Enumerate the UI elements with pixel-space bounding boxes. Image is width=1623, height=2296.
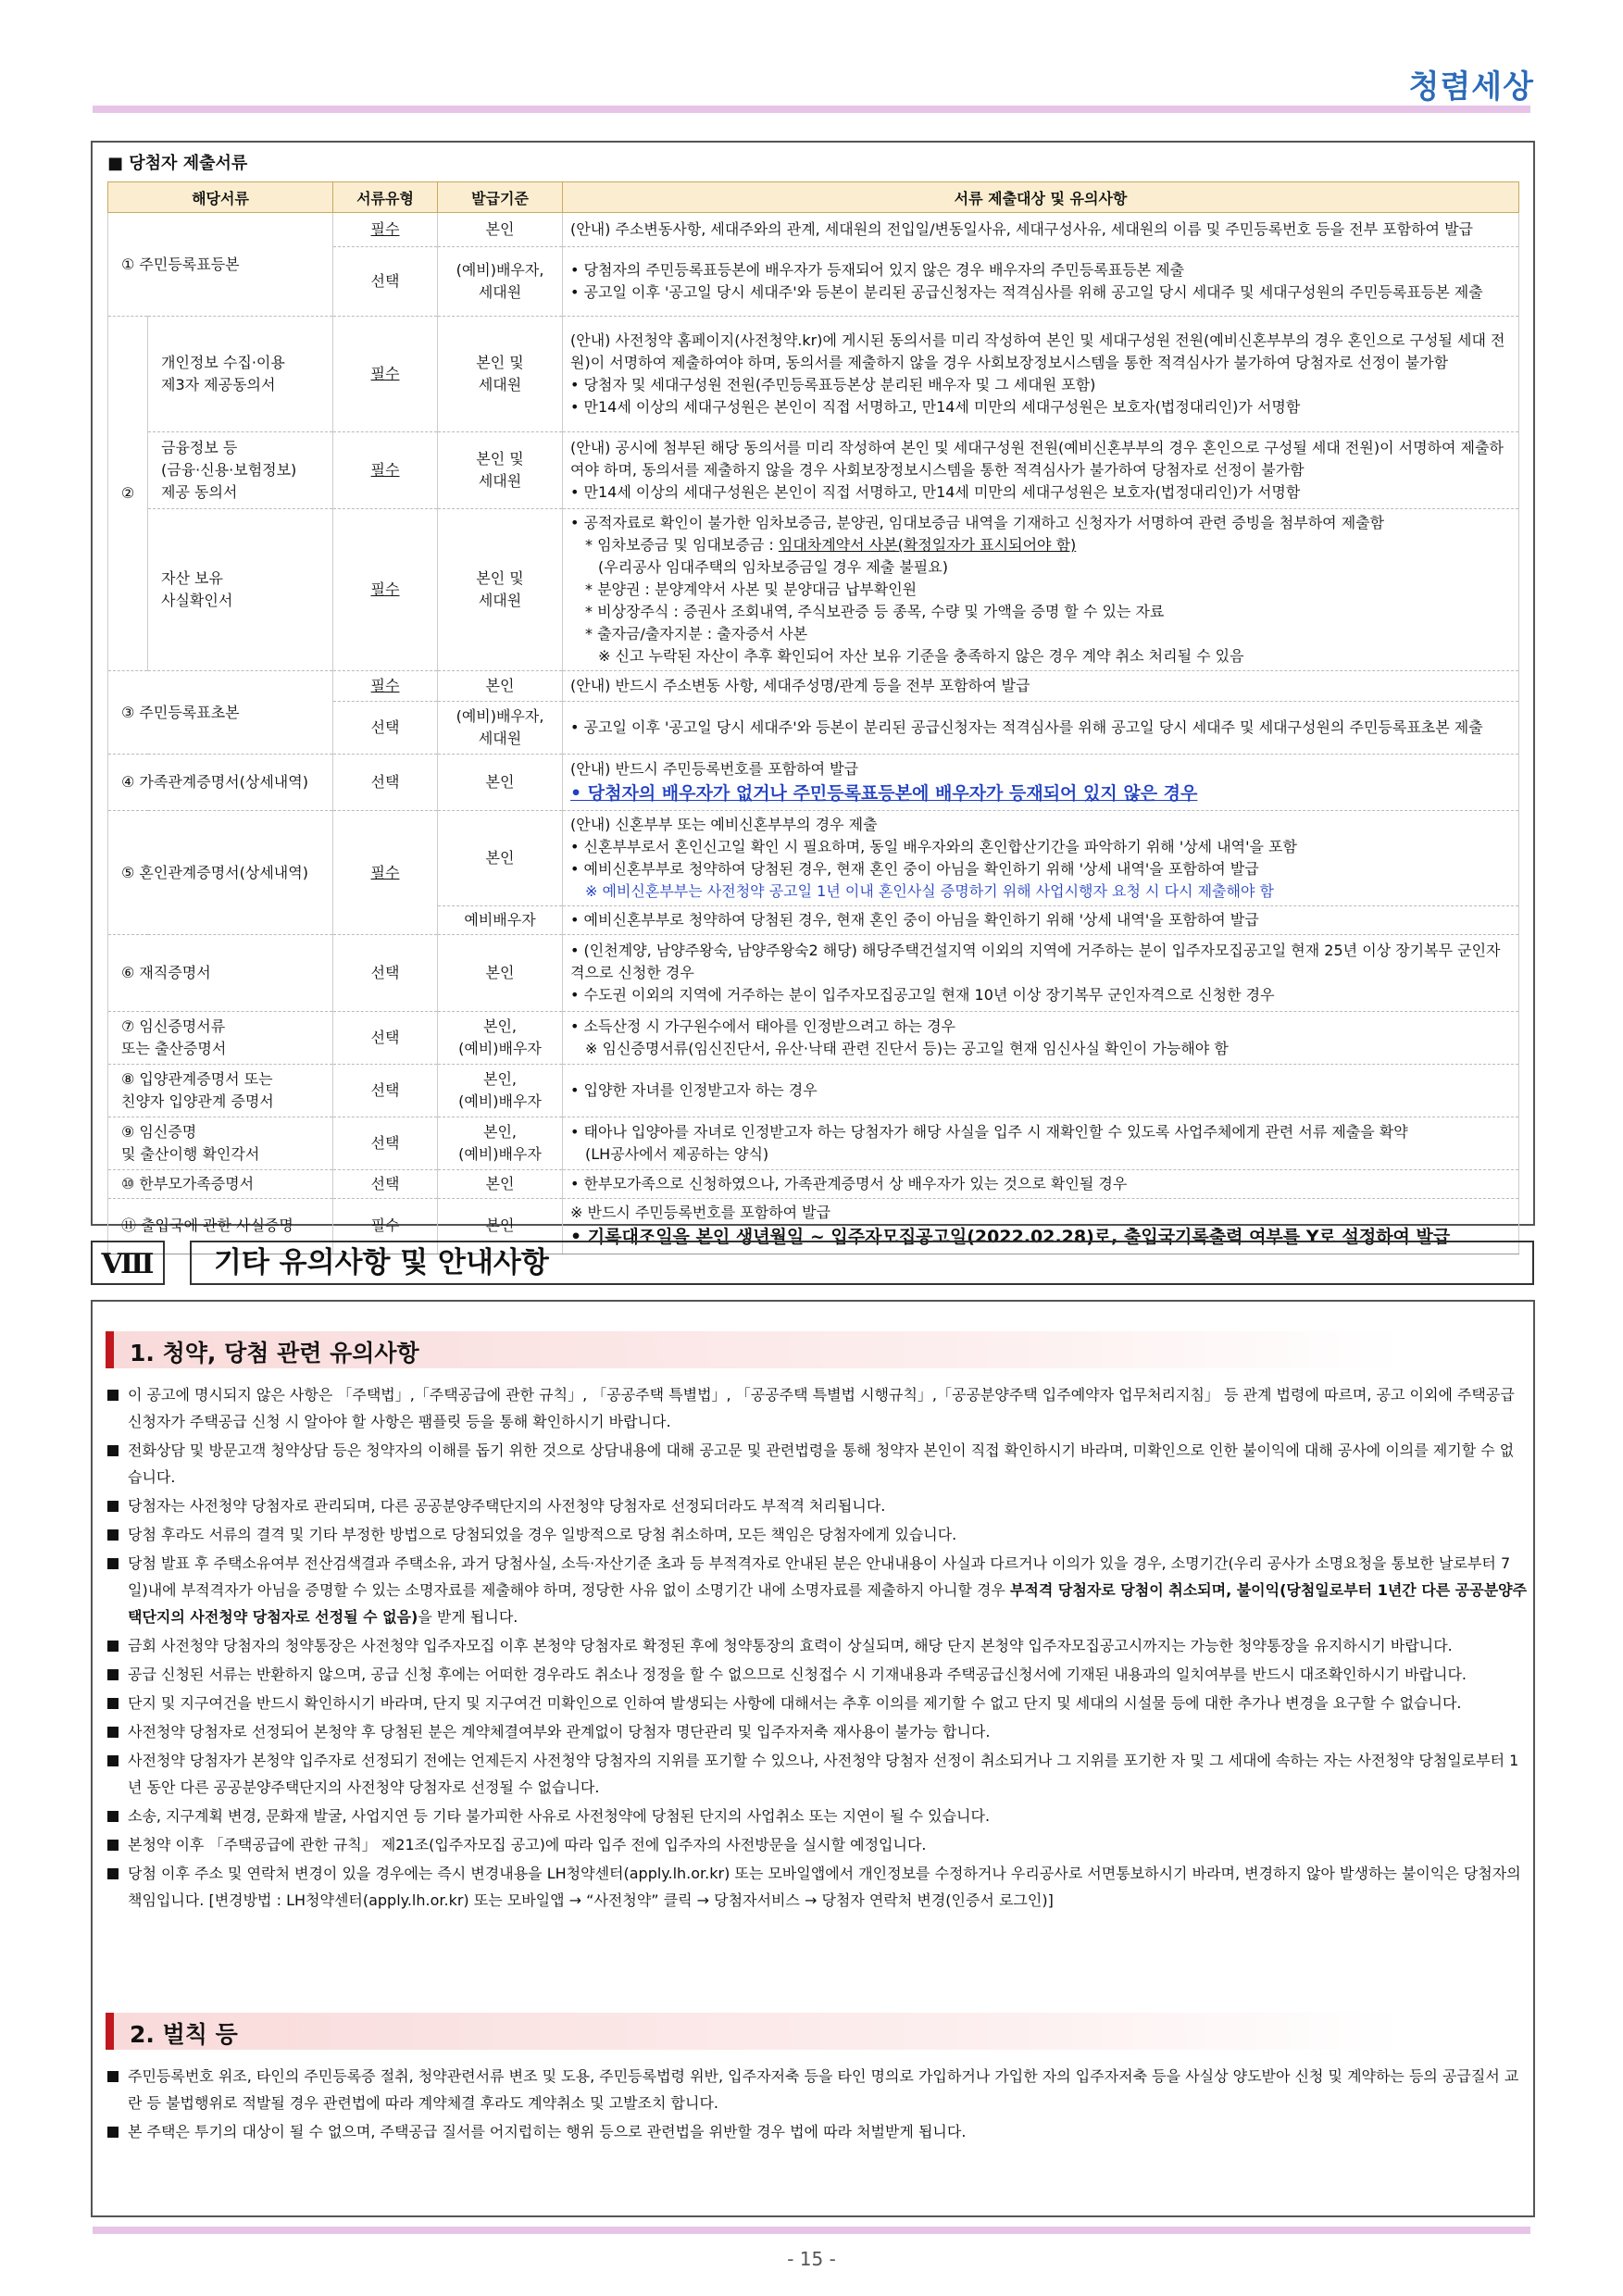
list-item: 단지 및 지구여건을 반드시 확인하시기 바라며, 단지 및 지구여건 미확인으로 인하여 발생되는 사항에 대해서는 추후 이의를 제기할 수 없고 단지 및 세대의 시설물 등에 대한 추가나 변경을 요구할 수 없습니다. — [102, 1690, 1528, 1716]
documents-title: ■ 당첨자 제출서류 — [107, 154, 248, 173]
desc-line: (안내) 반드시 주민등록번호를 포함하여 발급 — [570, 759, 859, 778]
header-cell: 발급기준 — [438, 182, 563, 213]
doc-name: ① 주민등록표등본 — [108, 213, 333, 317]
list-item: 이 공고에 명시되지 않은 사항은 「주택법」,「주택공급에 관한 규칙」, 「공공주택 특별법」, 「공공주택 특별법 시행규칙」,「공공분양주택 입주예약자 업무처리지침」 등 관계 법령에 따르며, 공고 이외에 주택공급 신청자가 주택공급 신청 시 알아야 할 사항은 팸플릿 등을 통해 확인하시기 바랍니다. — [102, 1381, 1528, 1435]
doc-desc: (안내) 반드시 주소변동 사항, 세대주성명/관계 등을 전부 포함하여 발급 — [563, 671, 1519, 702]
doc-basis: 본인 — [438, 1199, 563, 1254]
desc-line: • 수도권 이외의 지역에 거주하는 분이 입주자모집공고일 현재 10년 이상 장기복무 군인자격으로 신청한 경우 — [570, 986, 1275, 1004]
bullet-square-icon — [107, 1755, 119, 1766]
penalty-list — [102, 2063, 1528, 2147]
section-header — [91, 1241, 1535, 1289]
desc-line: • 예비신혼부부로 청약하여 당첨된 경우, 현재 혼인 중이 아님을 확인하기 위해 '상세 내역'을 포함하여 발급 — [570, 860, 1259, 878]
doc-type: 필수 — [333, 317, 438, 432]
doc-type: 선택 — [333, 755, 438, 811]
header-cell: 해당서류 — [108, 182, 333, 213]
doc-basis: 본인 및 세대원 — [438, 432, 563, 509]
bullet-square-icon — [107, 1641, 119, 1652]
doc-type: 필수 — [333, 432, 438, 509]
list-item: 주민등록번호 위조, 타인의 주민등록증 절취, 청약관련서류 변조 및 도용, 주민등록법령 위반, 입주자저축 등을 타인 명의로 가입하거나 가입한 자의 입주자저축 등을 사실상 양도받아 신청 및 계약하는 등의 공급질서 교란 등 불법행위로 적발될 경우 관련법에 따라 계약체결 후라도 계약취소 및 고발조치 합니다. — [102, 2063, 1528, 2116]
list-item: 사전청약 당첨자가 본청약 입주자로 선정되기 전에는 언제든지 사전청약 당첨자의 지위를 포기할 수 있으나, 사전청약 당첨자 선정이 취소되거나 그 지위를 포기한 자 및 그 세대에 속하는 자는 사전청약 당첨일로부터 1년 동안 다른 공공분양주택단지의 사전청약 당첨자로 선정될 수 없습니다. — [102, 1747, 1528, 1801]
table-row — [108, 1012, 1519, 1065]
table-header-row — [108, 182, 1519, 213]
doc-desc — [563, 1117, 1519, 1170]
desc-line: • 공고일 이후 '공고일 당시 세대주'와 등본이 분리된 공급신청자는 적격심사를 위해 공고일 당시 세대주 및 세대구성원의 주민등록표등본 제출 — [570, 283, 1483, 301]
table-row — [108, 671, 1519, 702]
bullet-square-icon — [107, 2127, 119, 2138]
bullet-square-icon — [107, 1445, 119, 1456]
doc-type: 선택 — [333, 935, 438, 1012]
bullet-square-icon — [107, 2071, 119, 2082]
doc-name: ⑩ 한부모가족증명서 — [108, 1170, 333, 1199]
list-item: 본청약 이후 「주택공급에 관한 규칙」 제21조(입주자모집 공고)에 따라 입주 전에 입주자의 사전방문을 실시할 예정입니다. — [102, 1831, 1528, 1858]
doc-name: ⑦ 임신증명서류 또는 출산증명서 — [108, 1012, 333, 1065]
doc-type: 선택 — [333, 1065, 438, 1117]
subsection-header — [106, 1331, 1402, 1368]
list-item: 본 주택은 투기의 대상이 될 수 없으며, 주택공급 질서를 어지럽히는 행위 등으로 관련법을 위반할 경우 법에 따라 처벌받게 됩니다. — [102, 2118, 1528, 2145]
table-row — [108, 213, 1519, 247]
list-item: 소송, 지구계획 변경, 문화재 발굴, 사업지연 등 기타 불가피한 사유로 사전청약에 당첨된 단지의 사업취소 또는 지연이 될 수 있습니다. — [102, 1803, 1528, 1829]
doc-basis: 본인, (예비)배우자 — [438, 1117, 563, 1170]
desc-highlight: • 기록대조일을 본인 생년월일 ~ 입주자모집공고일(2022.02.28)로, 출입국기록출력 여부를 Y로 설정하여 발급 — [570, 1227, 1451, 1247]
doc-name: 개인정보 수집·이용 제3자 제공동의서 — [148, 317, 333, 432]
doc-desc — [563, 509, 1519, 671]
list-item: 사전청약 당첨자로 선정되어 본청약 후 당첨된 분은 계약체결여부와 관계없이 당첨자 명단관리 및 입주자저축 재사용이 불가능 합니다. — [102, 1718, 1528, 1745]
desc-line: • 만14세 이상의 세대구성원은 본인이 직접 서명하고, 만14세 미만의 세대구성원은 보호자(법정대리인)가 서명함 — [570, 483, 1301, 501]
doc-desc — [563, 432, 1519, 509]
doc-name: ④ 가족관계증명서(상세내역) — [108, 755, 333, 811]
logo: 청렴세상 — [1408, 69, 1534, 106]
table-row — [108, 755, 1519, 811]
doc-basis: 본인 — [438, 755, 563, 811]
desc-line: • (인천계양, 남양주왕숙, 남양주왕숙2 해당) 해당주택건설지역 이외의 지역에 거주하는 분이 입주자모집공고일 현재 25년 이상 장기복무 군인자격으로 신청한 경우 — [570, 942, 1501, 981]
desc-line: (안내) 공시에 첨부된 해당 동의서를 미리 작성하여 본인 및 세대구성원 전원(예비신혼부부의 경우 혼인으로 구성될 세대 전원)이 서명하여 제출하여야 하며, 동의서를 제출하지 않을 경우 사회보장정보시스템을 통한 적격심사가 불가하여 당첨자로 선정이 불가함 — [570, 439, 1504, 479]
doc-type: 선택 — [333, 247, 438, 317]
list-item: 당첨 발표 후 주택소유여부 전산검색결과 주택소유, 과거 당첨사실, 소득·자산기준 초과 등 부적격자로 안내된 분은 안내내용이 사실과 다르거나 이의가 있을 경우, 소명기간(우리 공사가 소명요청을 통보한 날로부터 7일)내에 부적격자가 아님을 증명할 수 있는 소명자료를 제출해야 하며, 정당한 사유 없이 소명기간 내에 소명자료를 제출하지 아니할 경우 부적격 당첨자로 당첨이 취소되며, 불이익(당첨일로부터 1년간 다른 공공분양주택단지의 사전청약 당첨자로 선정될 수 없음)을 받게 됩니다. — [102, 1550, 1528, 1630]
doc-name: ③ 주민등록표초본 — [108, 671, 333, 755]
desc-line: (안내) 사전청약 홈페이지(사전청약.kr)에 게시된 동의서를 미리 작성하여 본인 및 세대구성원 전원(예비신혼부부의 경우 혼인으로 구성될 세대 전원)이 서명하여 제출하여야 하며, 동의서를 제출하지 않을 경우 사회보장정보시스템을 통한 적격심사가 불가하여 당첨자로 선정이 불가함 — [570, 331, 1505, 371]
table-row — [108, 1117, 1519, 1170]
desc-line: ※ 반드시 주민등록번호를 포함하여 발급 — [570, 1204, 831, 1221]
bullet-square-icon — [107, 1390, 119, 1401]
section-number: Ⅷ — [91, 1241, 165, 1285]
table-row — [108, 509, 1519, 671]
notice-box — [91, 1300, 1535, 2217]
list-item: 당첨 후라도 서류의 결격 및 기타 부정한 방법으로 당첨되었을 경우 일방적으로 당첨 취소하며, 모든 책임은 당첨자에게 있습니다. — [102, 1521, 1528, 1548]
desc-highlight: ※ 예비신혼부부는 사전청약 공고일 1년 이내 혼인사실 증명하기 위해 사업시행자 요청 시 다시 제출해야 함 — [585, 882, 1274, 900]
doc-desc: • 공고일 이후 '공고일 당시 세대주'와 등본이 분리된 공급신청자는 적격심사를 위해 공고일 당시 세대주 및 세대구성원의 주민등록표초본 제출 — [563, 702, 1519, 755]
doc-type: 필수 — [333, 1199, 438, 1254]
doc-basis: 본인 — [438, 935, 563, 1012]
bullet-square-icon — [107, 1727, 119, 1738]
doc-name: ⑥ 재직증명서 — [108, 935, 333, 1012]
doc-desc: (안내) 주소변동사항, 세대주와의 관계, 세대원의 전입일/변동일사유, 세대구성사유, 세대원의 이름 및 주민등록번호 등을 전부 포함하여 발급 — [563, 213, 1519, 247]
doc-name: ⑤ 혼인관계증명서(상세내역) — [108, 811, 333, 935]
desc-line: (안내) 신혼부부 또는 예비신혼부부의 경우 제출 — [570, 816, 878, 833]
subsection-title: 1. 청약, 당첨 관련 유의사항 — [130, 1340, 419, 1366]
bullet-square-icon — [107, 1669, 119, 1680]
list-item: 당첨자는 사전청약 당첨자로 관리되며, 다른 공공분양주택단지의 사전청약 당첨자로 선정되더라도 부적격 처리됩니다. — [102, 1492, 1528, 1519]
bullet-square-icon — [107, 1840, 119, 1851]
doc-desc — [563, 247, 1519, 317]
doc-basis: 본인, (예비)배우자 — [438, 1012, 563, 1065]
table-row — [108, 1065, 1519, 1117]
subsection-bar — [106, 1331, 114, 1368]
desc-line: ※ 신고 누락된 자산이 추후 확인되어 자산 보유 기준을 충족하지 않은 경우 계약 취소 처리될 수 있음 — [598, 647, 1244, 665]
subsection-bar — [106, 2013, 114, 2050]
footer-divider — [93, 2227, 1530, 2234]
doc-type: 필수 — [333, 811, 438, 935]
doc-type: 선택 — [333, 1012, 438, 1065]
doc-type: 선택 — [333, 1170, 438, 1199]
subsection-header — [106, 2013, 1402, 2050]
list-item: 금회 사전청약 당첨자의 청약통장은 사전청약 입주자모집 이후 본청약 당첨자로 확정된 후에 청약통장의 효력이 상실되며, 해당 단지 본청약 입주자모집공고시까지는 가능한 청약통장을 유지하시기 바랍니다. — [102, 1632, 1528, 1659]
doc-basis: 본인 — [438, 1170, 563, 1199]
doc-basis: (예비)배우자, 세대원 — [438, 247, 563, 317]
table-row — [108, 935, 1519, 1012]
doc-desc: • 입양한 자녀를 인정받고자 하는 경우 — [563, 1065, 1519, 1117]
list-item: 공급 신청된 서류는 반환하지 않으며, 공급 신청 후에는 어떠한 경우라도 취소나 정정을 할 수 없으므로 신청접수 시 기재내용과 주택공급신청서에 기재된 내용과의 일치여부를 반드시 대조확인하시기 바랍니다. — [102, 1661, 1528, 1688]
doc-name: ⑧ 입양관계증명서 또는 친양자 입양관계 증명서 — [108, 1065, 333, 1117]
desc-line: • 공적자료로 확인이 불가한 임차보증금, 분양권, 임대보증금 내역을 기재하고 신청자가 서명하여 관련 증빙을 첨부하여 제출함 — [570, 514, 1385, 531]
doc-name: 금융정보 등 (금융·신용·보험정보) 제공 동의서 — [148, 432, 333, 509]
desc-highlight: • 당첨자의 배우자가 없거나 주민등록표등본에 배우자가 등재되어 있지 않은 경우 — [570, 782, 1198, 804]
doc-basis: 본인 및 세대원 — [438, 509, 563, 671]
desc-line: • 만14세 이상의 세대구성원은 본인이 직접 서명하고, 만14세 미만의 세대구성원은 보호자(법정대리인)가 서명함 — [570, 398, 1301, 416]
doc-basis: 본인 — [438, 213, 563, 247]
desc-line: • 신혼부부로서 혼인신고일 확인 시 필요하며, 동일 배우자와의 혼인합산기간을 파악하기 위해 '상세 내역'을 포함 — [570, 838, 1297, 855]
desc-line: • 당첨자의 주민등록표등본에 배우자가 등재되어 있지 않은 경우 배우자의 주민등록표등본 제출 — [570, 261, 1185, 279]
desc-line: * 분양권 : 분양계약서 사본 및 분양대금 납부확인원 — [585, 580, 918, 598]
bullet-square-icon — [107, 1529, 119, 1541]
doc-basis: 본인 — [438, 671, 563, 702]
doc-group: ② — [108, 317, 148, 671]
table-row — [108, 432, 1519, 509]
desc-line: (LH공사에서 제공하는 양식) — [585, 1145, 769, 1163]
doc-name: ⑪ 출입국에 관한 사실증명 — [108, 1199, 333, 1254]
doc-type: 선택 — [333, 702, 438, 755]
bullet-square-icon — [107, 1698, 119, 1709]
desc-line: * 비상장주식 : 증권사 조회내역, 주식보관증 등 종목, 수량 및 가액을 증명 할 수 있는 자료 — [585, 603, 1165, 620]
doc-desc — [563, 811, 1519, 906]
list-item: 전화상담 및 방문고객 청약상담 등은 청약자의 이해를 돕기 위한 것으로 상담내용에 대해 공고문 및 관련법령을 통해 청약자 본인이 직접 확인하시기 바라며, 미확인으로 인한 불이익에 대해 공사에 이의를 제기할 수 없습니다. — [102, 1437, 1528, 1491]
doc-basis: 본인 — [438, 811, 563, 906]
page-number: - 15 - — [787, 2248, 836, 2270]
doc-basis: 예비배우자 — [438, 906, 563, 935]
doc-desc: • 예비신혼부부로 청약하여 당첨된 경우, 현재 혼인 중이 아님을 확인하기 위해 '상세 내역'을 포함하여 발급 — [563, 906, 1519, 935]
notice-list — [102, 1381, 1528, 1915]
doc-desc — [563, 755, 1519, 811]
desc-line: ※ 임신증명서류(임신진단서, 유산·낙태 관련 진단서 등)는 공고일 현재 임신사실 확인이 가능해야 함 — [585, 1040, 1229, 1057]
table-row — [108, 1170, 1519, 1199]
desc-line: • 당첨자 및 세대구성원 전원(주민등록표등본상 분리된 배우자 및 그 세대원 포함) — [570, 376, 1096, 393]
bullet-square-icon — [107, 1501, 119, 1512]
desc-line: * 임차보증금 및 임대보증금 : 임대차계약서 사본(확정일자가 표시되어야 함) — [585, 536, 1077, 554]
documents-box — [91, 141, 1535, 1247]
documents-table — [107, 181, 1519, 1254]
doc-basis: (예비)배우자, 세대원 — [438, 702, 563, 755]
table-row — [108, 811, 1519, 906]
doc-desc — [563, 935, 1519, 1012]
doc-name: ⑨ 임신증명 및 출산이행 확인각서 — [108, 1117, 333, 1170]
desc-line: • 소득산정 시 가구원수에서 태아를 인정받으려고 하는 경우 — [570, 1017, 955, 1035]
table-row — [108, 317, 1519, 432]
doc-type: 필수 — [333, 509, 438, 671]
subsection-title: 2. 벌칙 등 — [130, 2021, 238, 2048]
doc-type: 선택 — [333, 1117, 438, 1170]
header-divider — [93, 106, 1530, 113]
doc-basis: 본인 및 세대원 — [438, 317, 563, 432]
doc-desc: • 한부모가족으로 신청하였으나, 가족관계증명서 상 배우자가 있는 것으로 확인될 경우 — [563, 1170, 1519, 1199]
doc-desc — [563, 1012, 1519, 1065]
doc-name: 자산 보유 사실확인서 — [148, 509, 333, 671]
desc-line: (우리공사 임대주택의 임차보증금일 경우 제출 불필요) — [598, 558, 948, 576]
doc-type: 필수 — [333, 671, 438, 702]
doc-type: 필수 — [333, 213, 438, 247]
bullet-square-icon — [107, 1811, 119, 1822]
bullet-square-icon — [107, 1868, 119, 1879]
desc-line: • 태아나 입양아를 자녀로 인정받고자 하는 당첨자가 해당 사실을 입주 시 재확인할 수 있도록 사업주체에게 관련 서류 제출을 확약 — [570, 1123, 1408, 1141]
section-title: 기타 유의사항 및 안내사항 — [190, 1241, 1534, 1285]
bullet-square-icon — [107, 1558, 119, 1569]
header-cell: 서류 제출대상 및 유의사항 — [563, 182, 1519, 213]
header-cell: 서류유형 — [333, 182, 438, 213]
doc-desc — [563, 317, 1519, 432]
desc-line: * 출자금/출자지분 : 출자증서 사본 — [585, 625, 808, 643]
list-item: 당첨 이후 주소 및 연락처 변경이 있을 경우에는 즉시 변경내용을 LH청약센터(apply.lh.or.kr) 또는 모바일앱에서 개인정보를 수정하거나 우리공사로 서면통보하시기 바라며, 변경하지 않아 발생하는 불이익은 당첨자의 책임입니다. [변경방법 : LH청약센터(apply.lh.or.kr) 또는 모바일앱 → “사전청약” 클릭 → 당첨자서비스 → 당첨자 연락처 변경(인증서 로그인)] — [102, 1860, 1528, 1914]
doc-basis: 본인, (예비)배우자 — [438, 1065, 563, 1117]
